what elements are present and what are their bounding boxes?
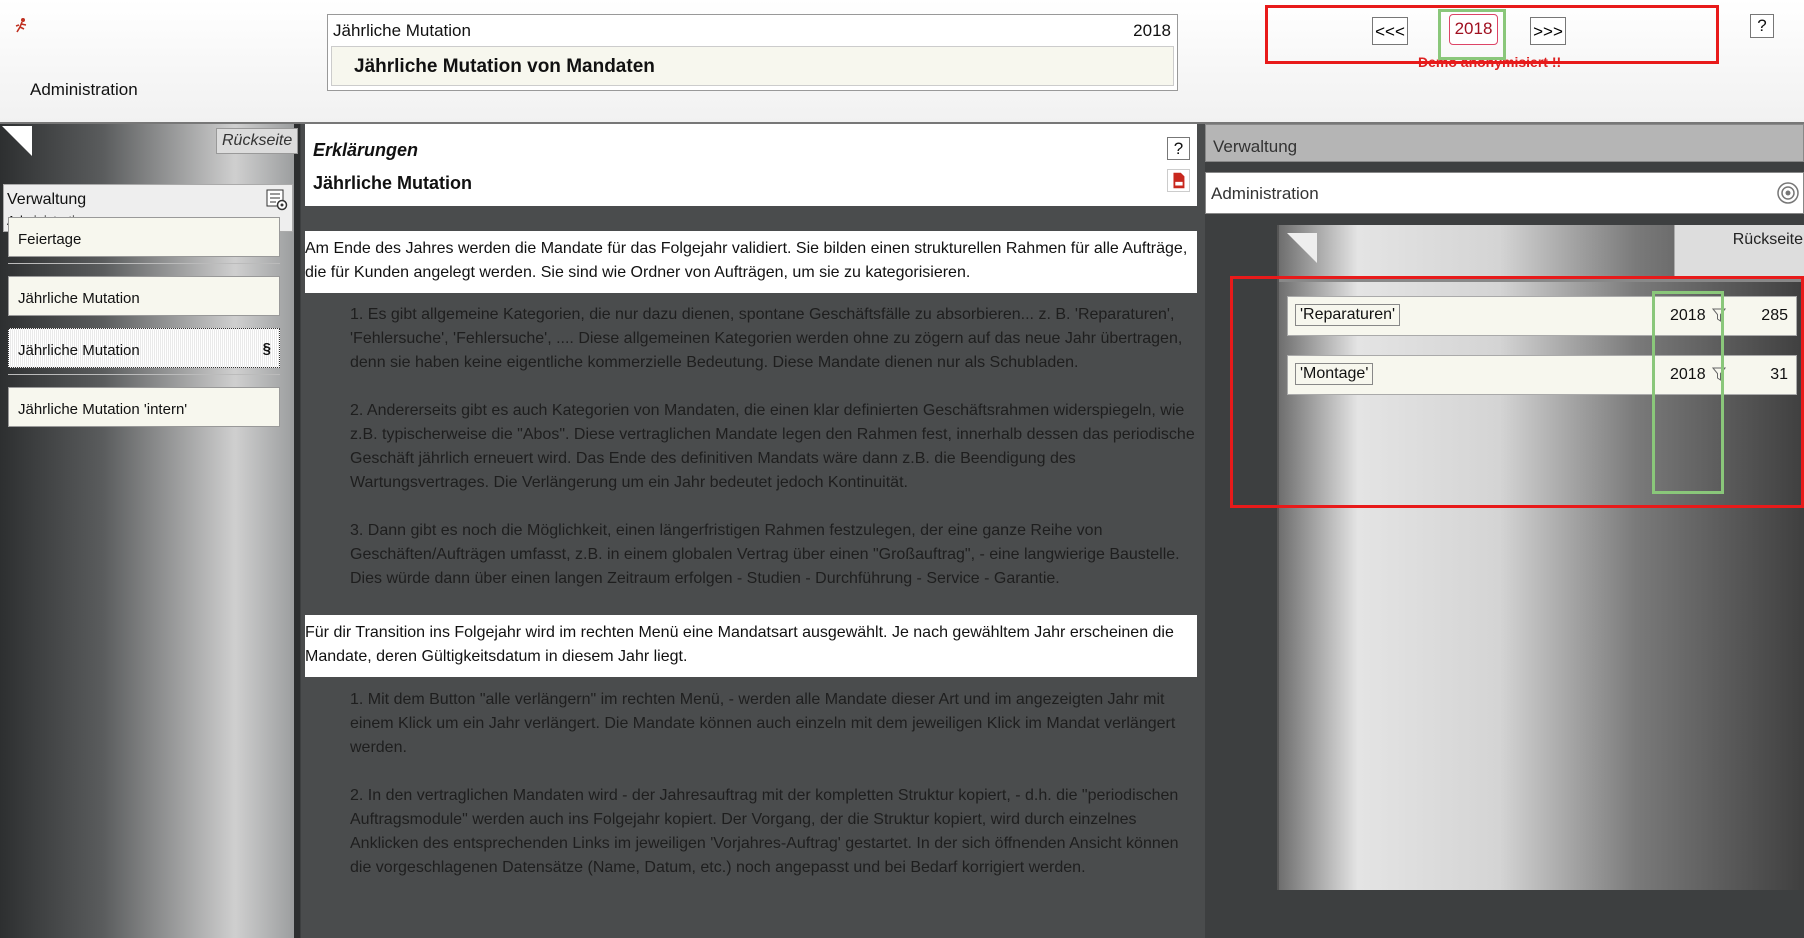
- administration-label: Administration: [30, 80, 138, 99]
- sidebar-divider: [8, 374, 280, 375]
- verwaltung-title: Verwaltung: [7, 191, 87, 208]
- transition-explanation: [305, 682, 1197, 932]
- sidebar-item-label: Jährliche Mutation: [18, 342, 140, 359]
- help-button[interactable]: ?: [1167, 137, 1190, 160]
- settings-list-icon[interactable]: [266, 189, 288, 211]
- sidebar-item-label: Jährliche Mutation: [18, 290, 140, 307]
- mandate-list-area: [1277, 225, 1804, 890]
- sidebar-item-label: Feiertage: [18, 231, 82, 248]
- right-panel: [1205, 124, 1804, 938]
- intro-text: Am Ende des Jahres werden die Mandate für das Folgejahr validiert. Sie bilden einen strukturellen Rahmen für alle Aufträge, die für Kunden angelegt werden. Sie sind wie Ordner von Aufträgen, um sie zu kategorisieren.: [305, 231, 1197, 293]
- explanation-header-card: [305, 124, 1197, 206]
- sidebar-item-jaehrliche-mutation[interactable]: [8, 276, 280, 316]
- paragraph-marker: §: [262, 340, 271, 357]
- module-title-year: 2018: [1133, 21, 1171, 40]
- target-icon[interactable]: [1776, 181, 1800, 205]
- explanation-point: 3. Dann gibt es noch die Möglichkeit, einen längerfristigen Rahmen festzulegen, der eine ganze Reihe von Geschäften/Aufträgen umfasst, z.B. in einem globalen Vertrag über einen "Großauftrag", - eine langwierige Baustelle. Dies würde dann über einen langen Zeitraum erfolgen - Studien - Durchführung - Service - Garantie.: [350, 522, 1180, 587]
- explanation-panel: [301, 124, 1205, 938]
- administration-title: Administration: [1211, 184, 1319, 203]
- explanation-title: Erklärungen: [313, 140, 419, 160]
- left-sidebar: [0, 124, 300, 938]
- help-button[interactable]: ?: [1750, 14, 1774, 38]
- sidebar-divider: [8, 263, 280, 264]
- mandate-name[interactable]: 'Reparaturen': [1295, 304, 1400, 326]
- page-corner-icon[interactable]: [2, 126, 32, 156]
- mandate-row[interactable]: [1287, 355, 1797, 395]
- sidebar-item-feiertage[interactable]: [8, 217, 280, 257]
- mandate-count: 285: [1761, 307, 1788, 324]
- mandate-name[interactable]: 'Montage': [1295, 363, 1373, 385]
- sidebar-item-jaehrliche-mutation-intern[interactable]: [8, 387, 280, 427]
- module-title-box: [327, 14, 1178, 91]
- transition-text: Für dir Transition ins Folgejahr wird im rechten Menü eine Mandatsart ausgewählt. Je nach gewähltem Jahr erscheinen die Mandate, deren Gültigkeitsdatum in diesem Jahr liegt.: [305, 615, 1197, 677]
- module-title-small: Jährliche Mutation: [333, 21, 471, 40]
- back-side-button[interactable]: Rückseite: [1674, 225, 1804, 277]
- runner-logo-icon: [12, 16, 32, 36]
- page-corner-icon[interactable]: [1287, 233, 1317, 263]
- mandate-year: 2018: [1670, 307, 1706, 324]
- next-year-button[interactable]: >>>: [1530, 17, 1566, 45]
- sidebar-item-label: Jährliche Mutation 'intern': [18, 401, 188, 418]
- verwaltung-header[interactable]: Verwaltung: [1205, 124, 1804, 162]
- list-divider: [1279, 279, 1804, 282]
- explanation-subtitle: Jährliche Mutation: [313, 173, 473, 193]
- year-selector[interactable]: 2018: [1449, 14, 1498, 45]
- previous-year-button[interactable]: <<<: [1372, 17, 1408, 45]
- explanation-point: 2. Andererseits gibt es auch Kategorien von Mandaten, die einen klar definierten Geschäftsrahmen widerspiegeln, wie z.B. typischerweise die "Abos". Diese vertraglichen Mandate legen den Rahmen fest, innerhalb dessen das periodische Geschäft jährlich erneuert wird. Das Ende des definitiven Mandats wäre dann z.B. die Beendigung des Wartungsvertrages. Die Verlängerung um ein Jahr bedeutet jedoch Kontinuität.: [350, 402, 1195, 491]
- demo-anonymized-label: Demo anonymisiert !!: [1418, 54, 1562, 70]
- mandate-row[interactable]: [1287, 296, 1797, 336]
- sidebar-item-jaehrliche-mutation-active[interactable]: [8, 328, 280, 368]
- explanation-point: 1. Mit dem Button "alle verlängern" im rechten Menü, - werden alle Mandate dieser Art und im angezeigten Jahr mit einem Klick um ein Jahr verlängert. Die Mandate können auch einzeln mit dem jeweiligen Klick im Mandat verlängert werden.: [350, 691, 1176, 756]
- administration-header[interactable]: [1205, 172, 1804, 214]
- mandate-year: 2018: [1670, 366, 1706, 383]
- explanation-point: 1. Es gibt allgemeine Kategorien, die nur dazu dienen, spontane Geschäftsfälle zu absorbieren... z. B. 'Reparaturen', 'Fehlersuche', 'Fehlersuche', .... Diese allgemeinen Kategorien werden ohne zu zögern auf das neue Jahr übertragen, denn sie haben keine eigentliche kommerzielle Bedeutung. Diese Mandate dienen nur als Schubladen.: [350, 306, 1183, 371]
- back-side-button[interactable]: Rückseite: [216, 128, 298, 154]
- mandate-count: 31: [1770, 366, 1788, 383]
- pdf-icon[interactable]: [1167, 169, 1190, 192]
- explanation-point: 2. In den vertraglichen Mandaten wird - der Jahresauftrag mit der kompletten Struktur kopiert, - d.h. die "periodischen Auftragsmodule" werden auch ins Folgejahr kopiert. Der Vorgang, der die Struktur kopiert, wird durch einzelnes Anklicken des entsprechenden Links im jeweiligen 'Vorjahres-Auftrag' gestartet. In der sich öffnenden Ansicht können die vorgeschlagenen Datensätze (Name, Datum, etc.) noch angepasst und bei Bedarf korrigiert werden.: [350, 787, 1179, 876]
- filter-icon[interactable]: [1712, 308, 1726, 322]
- module-title-main: Jährliche Mutation von Mandaten: [331, 46, 1174, 86]
- top-header: [0, 0, 1804, 124]
- filter-icon[interactable]: [1712, 367, 1726, 381]
